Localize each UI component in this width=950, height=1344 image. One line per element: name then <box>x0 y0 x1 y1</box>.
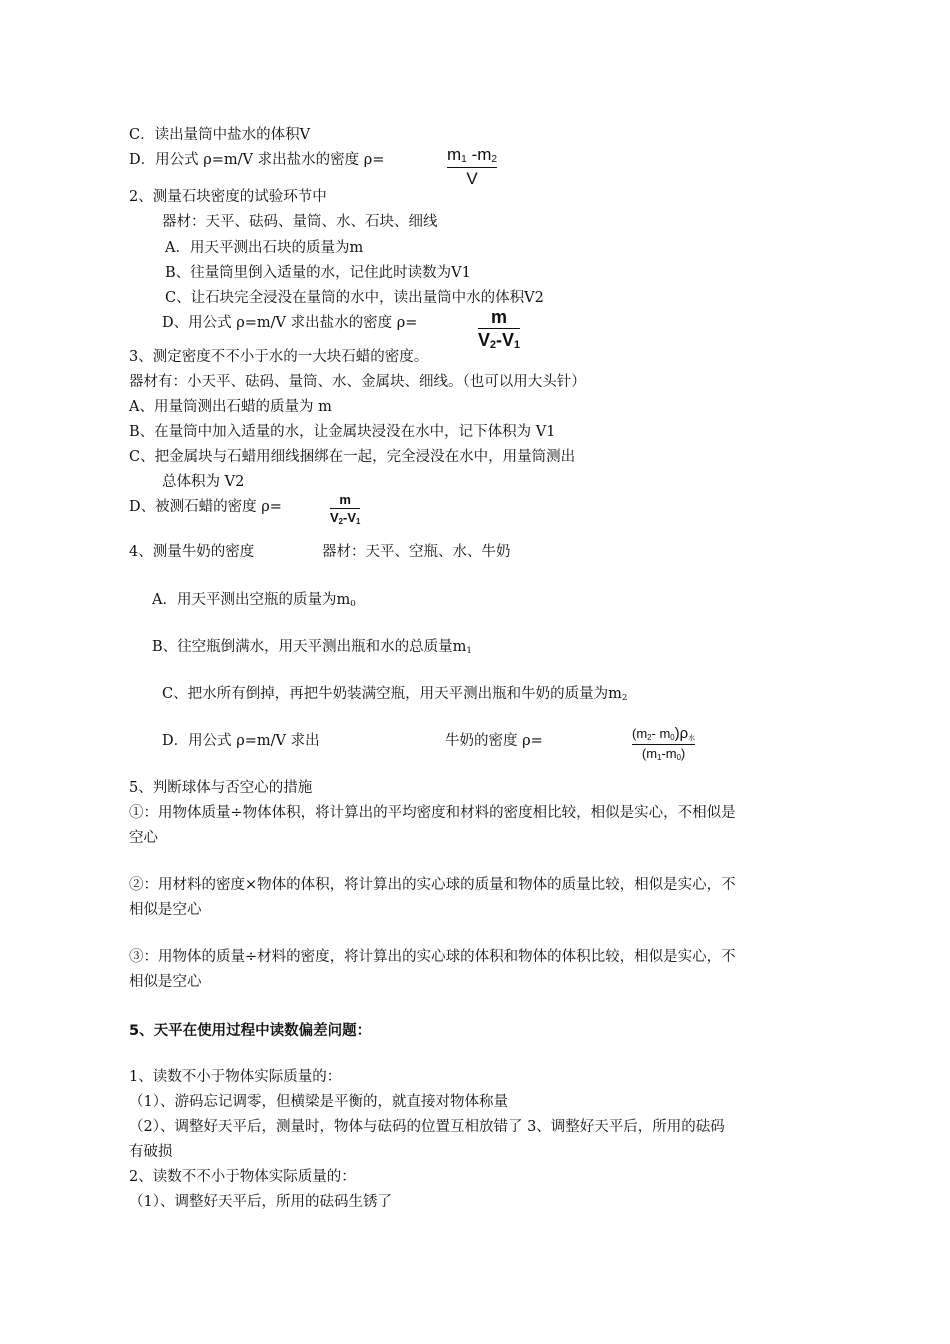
line-low-1: （1）、调整好天平后，所用的砝码生锈了 <box>129 1194 392 1210</box>
line-wax-d: D、被测石蜡的密度 ρ= <box>129 499 282 515</box>
line-high-2: （2）、调整好天平后，测量时，物体与砝码的位置互相放错了 3、调整好天平后，所用的砝码 <box>129 1119 725 1135</box>
line-method-2-cont: 相似是空心 <box>129 902 202 918</box>
line-stone-a: A．用天平测出石块的质量为m <box>165 240 364 256</box>
line-milk-b: B、往空瓶倒满水，用天平测出瓶和水的总质量$m_1$ <box>152 639 472 656</box>
line-wax-c-cont: 总体积为 V2 <box>162 474 245 490</box>
line-method-1-cont: 空心 <box>129 830 158 846</box>
line-milk-a: A．用天平测出空瓶的质量为$m_0$ <box>152 592 356 609</box>
line-reading-low: 2、读数不不小于物体实际质量的： <box>129 1169 356 1185</box>
formula-wax-density: m $V_2-V_1$ <box>330 492 361 526</box>
line-stone-d: D、用公式 ρ=m/V 求出盐水的密度 ρ= <box>162 315 418 331</box>
line-wax-a: A、用量筒测出石蜡的质量为 m <box>129 399 332 415</box>
line-stone-c: C、让石块完全浸没在量筒的水中，读出量筒中水的体积V2 <box>165 290 544 306</box>
line-wax-c: C、把金属块与石蜡用细线捆绑在一起，完全浸没在水中，用量筒测出 <box>129 449 576 465</box>
line-c-read-volume: C．读出量筒中盐水的体积V <box>129 127 311 143</box>
line-high-2-cont: 有破损 <box>129 1144 173 1160</box>
heading-balance-errors: 5、天平在使用过程中读数偏差问题： <box>129 1023 372 1039</box>
heading-stone-density: 2、测量石块密度的试验环节中 <box>129 189 327 205</box>
line-stone-equipment: 器材：天平、砝码、量筒、水、石块、细线 <box>162 214 438 230</box>
line-wax-b: B、在量筒中加入适量的水，让金属块浸没在水中，记下体积为 V1 <box>129 424 556 440</box>
line-reading-high: 1、读数不小于物体实际质量的： <box>129 1069 342 1085</box>
line-d-formula-salt: D．用公式 ρ=m/V 求出盐水的密度 ρ= <box>129 152 385 168</box>
heading-hollow-check: 5、判断球体与否空心的措施 <box>129 780 313 796</box>
line-high-1: （1）、游码忘记调零，但横梁是平衡的，就直接对物体称量 <box>129 1094 508 1110</box>
line-milk-d: D．用公式 ρ=m/V 求出 <box>162 733 320 749</box>
line-method-3-cont: 相似是空心 <box>129 974 202 990</box>
formula-stone-density: m $V_2-V_1$ <box>478 307 521 351</box>
heading-milk-density: 4、测量牛奶的密度 <box>129 544 255 560</box>
formula-milk-density: ($m_2-$ $m_0)\rho_水$ $(m_1-m_0)$ <box>632 725 696 762</box>
line-method-1: ①：用物体质量÷物体体积，将计算出的平均密度和材料的密度相比较，相似是实心，不相似是 <box>129 805 736 821</box>
line-milk-c: C、把水所有倒掉，再把牛奶装满空瓶，用天平测出瓶和牛奶的质量为$m_2$ <box>162 686 628 703</box>
formula-salt-density: $m_1$ $-m_2$ V <box>447 145 498 189</box>
heading-wax-density: 3、测定密度不不小于水的一大块石蜡的密度。 <box>129 349 429 365</box>
line-milk-density-label: 牛奶的密度 ρ= <box>445 733 543 749</box>
line-method-3: ③：用物体的质量÷材料的密度，将计算出的实心球的体积和物体的体积比较，相似是实心，不 <box>129 949 736 965</box>
line-wax-equipment: 器材有：小天平、砝码、量筒、水、金属块、细线。（也可以用大头针） <box>129 374 586 390</box>
line-milk-equipment: 器材：天平、空瓶、水、牛奶 <box>322 544 511 560</box>
line-method-2: ②：用材料的密度×物体的体积，将计算出的实心球的质量和物体的质量比较，相似是实心，不 <box>129 877 736 893</box>
line-stone-b: B、往量筒里倒入适量的水，记住此时读数为V1 <box>165 265 471 281</box>
